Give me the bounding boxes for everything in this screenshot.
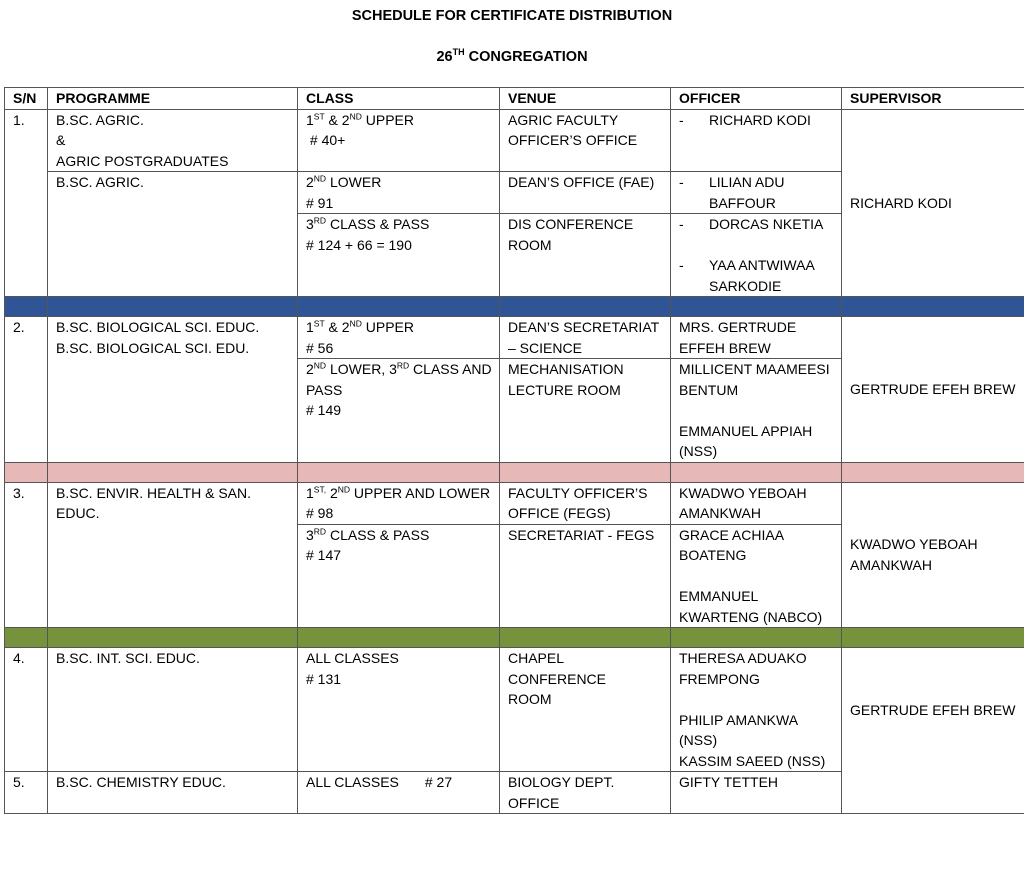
class-cell: 2ND LOWER, 3RD CLASS AND PASS # 149 [298,359,500,463]
sn-cell: 2. [5,317,48,463]
venue-cell: FACULTY OFFICER’S OFFICE (FEGS) [500,482,671,524]
venue-cell: CHAPEL CONFERENCE ROOM [500,648,671,772]
sn-cell: 4. [5,648,48,772]
class-cell: 1ST & 2ND UPPER # 56 [298,317,500,359]
venue-cell: SECRETARIAT - FEGS [500,524,671,628]
table-row [5,109,1024,172]
table-row [5,482,1024,524]
separator-bar [5,462,1024,482]
officer-cell: GIFTY TETTEH [671,772,842,814]
venue-cell: DIS CONFERENCE ROOM [500,214,671,297]
supervisor-cell: GERTRUDE EFEH BREW [842,648,1024,814]
programme-cell: B.SC. AGRIC. [48,172,298,297]
table-header-row [5,88,1024,110]
class-cell: ALL CLASSES # 27 [298,772,500,814]
officer-cell: - RICHARD KODI [671,109,842,172]
venue-cell: MECHANISATION LECTURE ROOM [500,359,671,463]
schedule-table [4,87,1024,814]
sn-cell: 3. [5,482,48,628]
class-cell: $1^{ST,}$ 2ND UPPER AND LOWER # 98 [298,482,500,524]
page-title: SCHEDULE FOR CERTIFICATE DISTRIBUTION [351,8,673,24]
venue-cell: BIOLOGY DEPT. OFFICE [500,772,671,814]
programme-cell: B.SC. BIOLOGICAL SCI. EDUC. B.SC. BIOLOGICAL SCI. EDU. [48,317,298,463]
venue-cell: AGRIC FACULTY OFFICER’S OFFICE [500,109,671,172]
officer-cell: MRS. GERTRUDE EFFEH BREW [671,317,842,359]
officer-cell: KWADWO YEBOAH AMANKWAH [671,482,842,524]
column-header-sn: S/N [5,88,48,110]
programme-cell: B.SC. CHEMISTRY EDUC. [48,772,298,814]
table-row [5,648,1024,772]
column-header-officer: OFFICER [671,88,842,110]
separator-bar [5,628,1024,648]
officer-cell: MILLICENT MAAMEESI BENTUM EMMANUEL APPIAH (NSS) [671,359,842,463]
class-cell: 1ST & 2ND UPPER # 40+ [298,109,500,172]
officer-cell: - LILIAN ADU BAFFOUR [671,172,842,214]
class-cell: 3RD CLASS & PASS # 147 [298,524,500,628]
officer-cell: THERESA ADUAKO FREMPONG PHILIP AMANKWA (NSS) KASSIM SAEED (NSS) [671,648,842,772]
class-cell: 2ND LOWER # 91 [298,172,500,214]
supervisor-cell: RICHARD KODI [842,109,1024,297]
column-header-class: CLASS [298,88,500,110]
supervisor-cell: KWADWO YEBOAH AMANKWAH [842,482,1024,628]
table-row [5,317,1024,359]
column-header-supervisor: SUPERVISOR [842,88,1024,110]
officer-cell: - DORCAS NKETIA - YAA ANTWIWAA SARKODIE [671,214,842,297]
separator-bar [5,297,1024,317]
officer-cell: GRACE ACHIAA BOATENG EMMANUEL KWARTENG (NABCO) [671,524,842,628]
page-subtitle: 26TH CONGREGATION [436,47,588,65]
programme-cell: B.SC. INT. SCI. EDUC. [48,648,298,772]
sn-cell: 5. [5,772,48,814]
sn-cell: 1. [5,109,48,297]
programme-cell: B.SC. ENVIR. HEALTH & SAN. EDUC. [48,482,298,628]
venue-cell: DEAN’S SECRETARIAT – SCIENCE [500,317,671,359]
supervisor-cell: GERTRUDE EFEH BREW [842,317,1024,463]
venue-cell: DEAN’S OFFICE (FAE) [500,172,671,214]
class-cell: 3RD CLASS & PASS # 124 + 66 = 190 [298,214,500,297]
class-cell: ALL CLASSES # 131 [298,648,500,772]
column-header-venue: VENUE [500,88,671,110]
column-header-programme: PROGRAMME [48,88,298,110]
programme-cell: B.SC. AGRIC. & AGRIC POSTGRADUATES [48,109,298,172]
